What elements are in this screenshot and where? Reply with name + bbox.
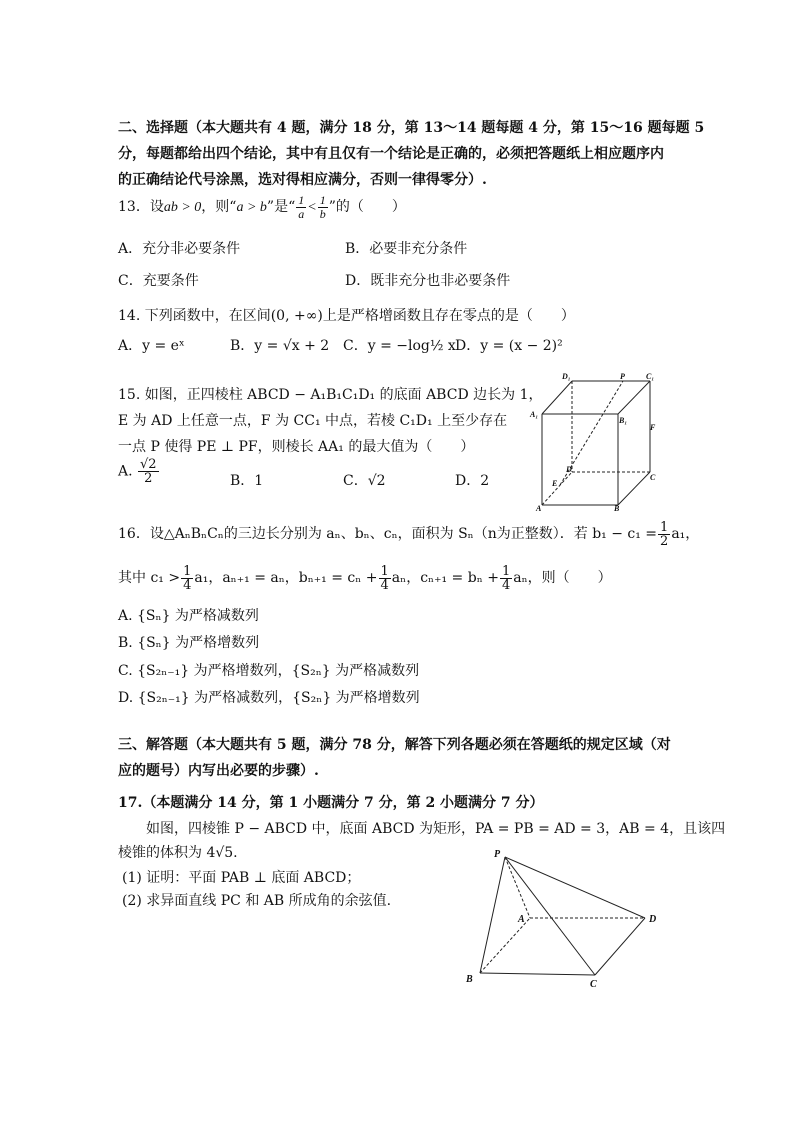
q15-fig-label-a: A [536,504,542,512]
q16-line2-d: aₙ，则（ ） [513,570,612,586]
q16-line2 [118,560,612,596]
section3-header [118,732,671,784]
q17-head: 17.（本题满分 14 分，第 1 小题满分 7 分，第 2 小题满分 7 分） [118,795,544,811]
q16-frac-quarter-2: $\frac{1}{4}$ [380,563,389,593]
q15-fig-label-b: B [614,504,620,512]
q13-lead: 13．设 [118,199,164,215]
q14-stem: 14. 下列函数中，在区间(0, +∞)上是严格增函数且存在零点的是（ ） [118,308,575,324]
q13-stem [118,192,406,223]
q14-option-c[interactable]: C．y = −log½ x [343,338,456,354]
q13-option-b[interactable]: B．必要非充分条件 [345,241,468,257]
q16-line1 [118,516,699,552]
q14-option-b[interactable]: B．y = √x + 2 [230,338,330,354]
section3-line1: 三、解答题（本大题共有 5 题，满分 78 分，解答下列各题必须在答题纸的规定区域（对 [118,737,671,753]
section2-line2: 分，每题都给出四个结论，其中有且仅有一个结论是正确的，必须把答题纸上相应题序内 [118,146,664,162]
q16-line1-text: 16．设△AₙBₙCₙ的三边长分别为 aₙ、bₙ、cₙ，面积为 Sₙ（n为正整数）．若 b₁ − c₁ = [118,526,658,542]
q15-fig-label-b1: B₁ [619,416,628,425]
q13-mid1: ，则“ [201,199,237,215]
q13-end: ”的（ ） [328,199,406,215]
q16-option-b[interactable]: B. {Sₙ} 为严格增数列 [118,635,260,651]
q15-fig-label-d: D [566,465,572,474]
q15-option-a[interactable] [118,458,160,485]
q13-option-c[interactable]: C．充要条件 [118,273,199,289]
q16-option-d[interactable]: D. {S₂ₙ₋₁} 为严格减数列，{S₂ₙ} 为严格增数列 [118,690,420,706]
q14-option-d[interactable]: D．y = (x − 2)² [455,338,563,354]
q15-prism-figure [528,372,663,512]
q15-option-d[interactable]: D．2 [455,473,490,489]
q17-fig-label-d: D [649,914,657,925]
q16-frac-half: $\frac{1}{2}$ [660,519,669,549]
q15-fig-label-c: C [650,473,656,482]
q16-line2-c: aₙ，cₙ₊₁ = bₙ + [391,570,499,586]
q15-option-a-label: A. [118,463,133,480]
section2-line3: 的正确结论代号涂黑，选对得相应满分，否则一律得零分）. [118,172,487,188]
q17-fig-label-a: A [518,914,525,925]
q15-line2: E 为 AD 上任意一点，F 为 CC₁ 中点，若棱 C₁D₁ 上至少存在 [118,413,508,429]
q15-fig-label-d1: D₁ [562,372,571,381]
section2-line1: 二、选择题（本大题共有 4 题，满分 18 分，第 13～14 题每题 4 分，第 15～16 题每题 5 [118,120,705,136]
q15-line3: 一点 P 使得 PE ⊥ PF，则棱长 AA₁ 的最大值为（ ） [118,439,475,455]
q17-sub2: (2) 求异面直线 PC 和 AB 所成角的余弦值. [122,893,392,909]
q16-option-a[interactable]: A. {Sₙ} 为严格减数列 [118,608,259,624]
q15-fig-label-e: E [552,479,558,488]
q13-lt: < [307,200,317,215]
q15-line1: 15. 如图，正四棱柱 ABCD − A₁B₁C₁D₁ 的底面 ABCD 边长为 1， [118,387,543,403]
q13-mid2: ”是“ [266,199,296,215]
q15-fig-label-f: F [650,423,656,432]
q15-stem [118,382,542,460]
q13-p: a > b [236,200,267,215]
q15-fig-label-c1: C₁ [646,372,655,381]
section2-header [118,115,704,193]
q16-line2-b: a₁，aₙ₊₁ = aₙ，bₙ₊₁ = cₙ + [194,570,378,586]
q17-fig-label-c: C [590,979,597,990]
q13-frac-b: $\frac{1}{b}$ [319,192,326,221]
q14-option-a[interactable]: A．y = eˣ [118,338,185,354]
q16-frac-quarter-3: $\frac{1}{4}$ [501,563,511,593]
q16-option-c[interactable]: C. {S₂ₙ₋₁} 为严格增数列，{S₂ₙ} 为严格减数列 [118,663,420,679]
q13-option-a[interactable]: A．充分非必要条件 [118,241,241,257]
q13-option-d[interactable]: D．既非充分也非必要条件 [345,273,511,289]
q16-frac-quarter-1: $\frac{1}{4}$ [183,563,192,593]
q17-line1: 如图，四棱锥 P − ABCD 中，底面 ABCD 为矩形，PA = PB = AD = 3，AB = 4，且该四 [146,821,726,837]
q17-pyramid-figure [460,845,670,990]
q17-sub1: (1) 证明：平面 PAB ⊥ 底面 ABCD； [122,870,361,886]
q15-option-b[interactable]: B．1 [230,473,264,489]
q13-cond: ab > 0 [163,200,202,215]
q17-fig-label-p: P [494,849,501,860]
q15-option-c[interactable]: C．√2 [343,473,386,489]
q16-line1-tail: a₁， [671,526,700,542]
q15-fig-label-a1: A₁ [530,410,539,419]
q15-option-a-frac: $\frac{√2}{2}$ [140,457,157,486]
q16-line2-a: 其中 c₁ > [118,570,181,586]
section3-line2: 应的题号）内写出必要的步骤）. [118,763,319,779]
q17-line2: 棱锥的体积为 4√5. [118,845,238,861]
q13-frac-a: $\frac{1}{a}$ [298,192,305,221]
q17-fig-label-b: B [466,974,473,985]
q15-fig-label-p: P [620,372,625,381]
